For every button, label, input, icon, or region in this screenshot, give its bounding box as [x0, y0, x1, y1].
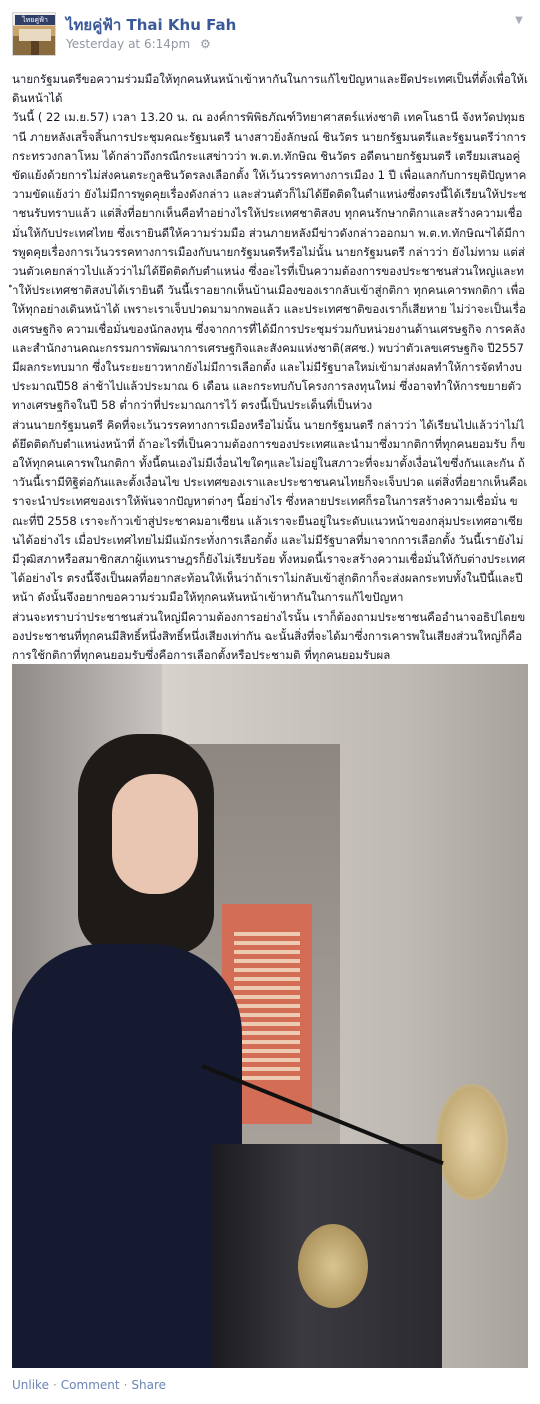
share-link[interactable]: Share: [131, 1378, 167, 1392]
avatar-logo-text: ไทยคู่ฟ้า: [15, 15, 55, 25]
avatar-door: [31, 41, 39, 55]
avatar-building: [19, 29, 51, 41]
action-separator: ·: [52, 1378, 57, 1392]
photo-person-body: [12, 944, 242, 1368]
post-paragraph: วันนี้ ( 22 เม.ย.57) เวลา 13.20 น. ณ องค์การพิพิธภัณฑ์วิทยาศาสตร์แห่งชาติ เทคโนธานี จังหวัดปทุมธานี ภายหลังเสร็จสิ้นการประชุมคณะรัฐมนตรี นางสาวยิ่งลักษณ์ ชินวัตร นายกรัฐมนตรีและรัฐมนตรีว่าการกระทรวงกลาโหม ได้กล่าวถึงกรณีกระแสข่าวว่า พ.ต.ท.ทักษิณ ชินวัตร อดีตนายกรัฐมนตรี เตรียมเสนอคู่ขัดแย้งด้วยการไม่ส่งคนตระกูลชินวัตรลงเลือกตั้ง ให้เว้นวรรคทางการเมือง 1 ปี เพื่อแลกกับการยุติปัญหาความขัดแย้งว่า ยังไม่มีการพูดคุยเรื่องดังกล่าว และส่วนตัวก็ไม่ได้ยึดติดในตำแหน่งซึ่งตรงนี้ได้เรียนให้ประชาชนรับทราบแล้ว แต่สิ่งที่อยากเห็นคือทำอย่างไรให้ประเทศชาติสงบ ทุกคนรักษากติกาและสร้างความเชื่อมั่นให้กับประเทศไทย ซึ่งเรายินดีให้ความร่วมมือ ส่วนภายหลังมีข่าวดังกล่าวออกมา พ.ต.ท.ทักษิณฯได้มีการพูดคุยเรื่องการเว้นวรรคทางการเมืองกับนายกรัฐมนตรีหรือไม่นั้น นายกรัฐมนตรี กล่าวว่า ยังไม่ทาม แต่ส่วนตัวเคยกล่าวไปแล้วว่าไม่ได้ยึดติดกับตำแหน่ง ซึ่งอะไรที่เป็นความต้องการของประชาชนส่วนใหญ่และทำให้ประเทศชาติสงบได้เรายินดี วันนี้เราอยากเห็นบ้านเมืองของเรากลับเข้าสู่กติกา ทุกคนเคารพกติกา เพื่อให้ทุกอย่างเดินหน้าได้ เพราะเราเจ็บปวดมามากพอแล้ว และประเทศชาติของเราก็เสียหาย ไม่ว่าจะเป็นเรื่องเศรษฐกิจ ความเชื่อมั่นของนักลงทุน ซึ่งจากการที่ได้มีการประชุมร่วมกับหน่วยงานด้านเศรษฐกิจ การคลัง และสำนักงานคณะกรรมการพัฒนาการเศรษฐกิจและสังคมแห่งชาติ(สศช.) พบว่าตัวเลขเศรษฐกิจ ปี2557 มีผลกระทบมาก ซึ่งในระยะยาวหากยังไม่มีการเลือกตั้ง และไม่มีรัฐบาลใหม่เข้ามาส่งผลทำให้การจัดทำงบประมาณปี58 ล่าช้าไปแล้วประมาณ 6 เดือน และกระทบกับโครงการลงทุนใหม่ ซึ่งอาจทำให้การขยายตัวทางเศรษฐกิจในปี 58 ต่ำกว่าที่ประมาณการไว้ ตรงนี้เป็นประเด็นที่เป็นห่วง: [12, 110, 527, 413]
post-actions: [12, 1378, 166, 1392]
unlike-link[interactable]: Unlike: [12, 1378, 49, 1392]
post-paragraph: ส่วนจะทราบว่าประชาชนส่วนใหญ่มีความต้องการอย่างไรนั้น เราก็ต้องถามประชาชนคืออำนาจอธิปไตยของประชาชนที่ทุกคนมีสิทธิ์หนึ่งสิทธิ์หนึ่งเสียงเท่ากัน ฉะนั้นสิ่งที่จะได้มาซึ่งการเคารพในเสียงส่วนใหญ่ก็คือการใช้กติกาที่ทุกคนยอมรับซึ่งคือการเลือกตั้งหรือประชามติ ที่ทุกคนยอมรับผล: [12, 609, 526, 663]
photo-lectern-emblem: [298, 1224, 368, 1308]
page-avatar[interactable]: [12, 12, 56, 56]
post-paragraph: ส่วนนายกรัฐมนตรี คิดที่จะเว้นวรรคทางการเมืองหรือไม่นั้น นายกรัฐมนตรี กล่าวว่า ได้เรียนไปแล้วว่าไม่ได้ยึดติดกับตำแหน่งหน้าที่ ถ้าอะไรที่เป็นความต้องการของประเทศและนำมาซึ่งมากติกาที่ทุกคนยอมรับ ก็ขอให้ทุกคนเคารพในกติกา ทั้งนี้ตนเองไม่มีเงื่อนไขใดๆและไม่อยู่ในสภาวะที่จะมาตั้งเงื่อนไขซึ่งกันและกัน ถ้าวันนี้เรามีทิฐิต่อกันและตั้งเงื่อนไข ประเทศของเราและประชาชนคนไทยก็จะเจ็บปวด แต่สิ่งที่อยากเห็นคือเราจะนำประเทศของเราให้พ้นจากปัญหาต่างๆ นี้อย่างไร ซึ่งหลายประเทศก็รอในการสร้างความเชื่อมั่น ขณะที่ปี 2558 เราจะก้าวเข้าสู่ประชาคมอาเซียน แล้วเราจะยืนอยู่ในระดับแนวหน้าของกลุ่มประเทศอาเซียนได้อย่างไร เมื่อประเทศไทยไม่มีแม้กระทั่งการเลือกตั้ง และไม่มีรัฐบาลที่มาจากการเลือกตั้ง วันนี้เรายังไม่มีวุฒิสภาหรือสมาชิกสภาผู้แทนราษฎรก็ยังไม่เรียบร้อย ทั้งหมดนี้เราจะสร้างความเชื่อมั่นให้กับต่างประเทศได้อย่างไร ตรงนี้จึงเป็นผลที่อยากสะท้อนให้เห็นว่าถ้าเราไม่กลับเข้าสู่กติกาก็จะส่งผลกระทบทั้งในปีนี้และปีหน้า ดังนั้นจึงอยากขอความร่วมมือให้ทุกคนหันหน้าเข้าหากันในการแก้ไขปัญหา: [12, 417, 528, 605]
post-photo[interactable]: [12, 664, 528, 1368]
post-paragraph: นายกรัฐมนตรีขอความร่วมมือให้ทุกคนหันหน้าเข้าหากันในการแก้ไขปัญหาและยึดประเทศเป็นที่ตั้งเพื่อให้เดินหน้าได้: [12, 72, 528, 106]
post-meta: [66, 37, 211, 51]
comment-link[interactable]: Comment: [60, 1378, 120, 1392]
page-name-link[interactable]: ไทยคู่ฟ้า Thai Khu Fah: [66, 16, 237, 34]
photo-emblem: [436, 1084, 508, 1200]
gear-icon[interactable]: ⚙: [200, 37, 211, 51]
chevron-down-icon[interactable]: ▼: [515, 15, 523, 26]
photo-person-face: [112, 774, 198, 894]
post-body: [12, 70, 528, 663]
post-timestamp[interactable]: Yesterday at 6:14pm: [66, 37, 191, 51]
action-separator: ·: [123, 1378, 128, 1392]
photo-banner-text: [234, 932, 300, 1082]
post-header: [12, 12, 528, 56]
